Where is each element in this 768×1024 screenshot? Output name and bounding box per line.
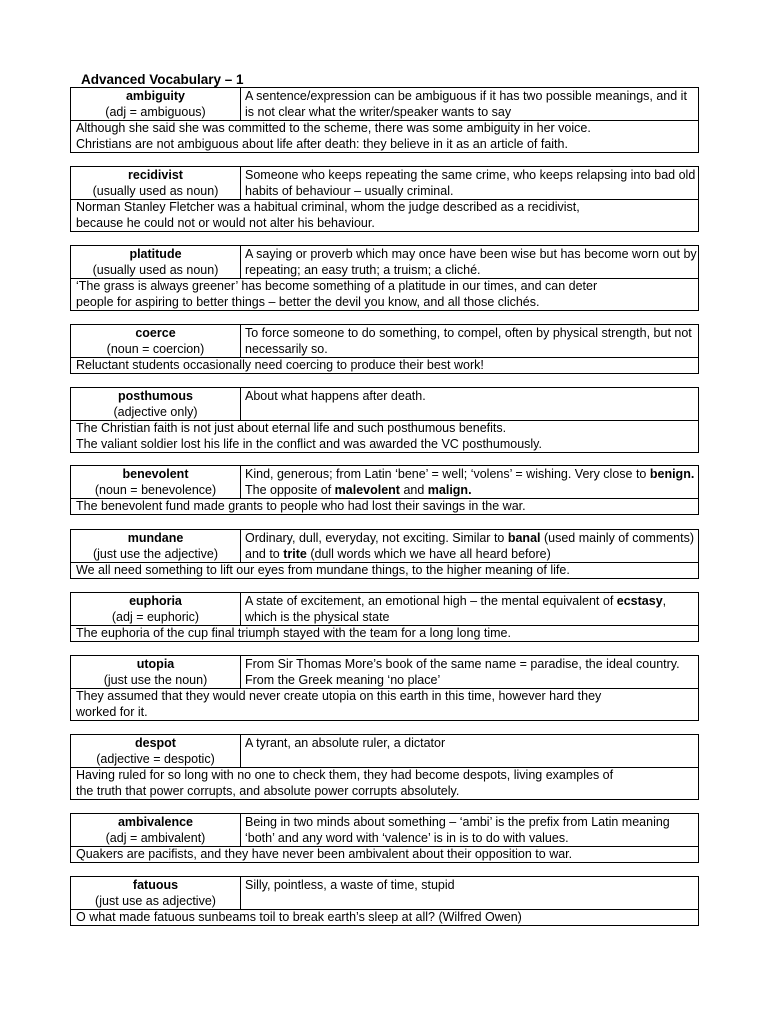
vocab-word: benevolent (122, 467, 189, 481)
vocab-note: (usually used as noun) (92, 183, 219, 198)
vocab-examples (71, 421, 698, 452)
vocab-word: mundane (127, 531, 184, 545)
vocab-word: recidivist (128, 168, 183, 182)
vocab-word-cell (71, 814, 241, 846)
vocab-note: (noun = benevolence) (94, 482, 217, 497)
vocab-example: the truth that power corrupts, and absolute power corrupts absolutely. (76, 783, 460, 798)
vocab-examples (71, 910, 698, 925)
definition-text: A state of excitement, an emotional high – the mental equivalent of (245, 594, 617, 608)
vocab-word-cell (71, 167, 241, 199)
vocab-note: (adjective only) (113, 404, 198, 419)
vocab-example: They assumed that they would never create utopia on this earth in this time, however hard they (76, 689, 602, 703)
vocab-examples (71, 626, 698, 641)
vocab-examples (71, 200, 698, 231)
vocab-definition: Someone who keeps repeating the same crime, who keeps relapsing into bad old habits of behaviour – usually criminal. (245, 168, 696, 198)
vocab-word-cell (71, 246, 241, 278)
vocab-example: Norman Stanley Fletcher was a habitual criminal, whom the judge described as a recidivist, (76, 200, 580, 214)
vocab-example: because he could not or would not alter his behaviour. (76, 215, 375, 230)
vocab-note: (adj = euphoric) (111, 609, 200, 624)
vocab-example: Christians are not ambiguous about life after death: they believe in it as an article of faith. (76, 136, 568, 151)
definition-keyword: benign. (649, 467, 695, 481)
vocab-examples (71, 279, 698, 310)
vocab-example: The Christian faith is not just about eternal life and such posthumous benefits. (76, 421, 507, 435)
vocab-definition (241, 530, 698, 562)
vocab-word: ambiguity (125, 89, 186, 103)
vocab-definition: Silly, pointless, a waste of time, stupid (245, 878, 455, 892)
definition-keyword: malign. (427, 482, 472, 497)
vocab-definition: Being in two minds about something – ‘ambi’ is the prefix from Latin meaning ‘both’ and any word with ‘valence’ is in is to do with values. (245, 815, 670, 845)
definition-text: Kind, generous; from Latin ‘bene’ = well; ‘volens’ = wishing. Very close to (245, 467, 650, 481)
vocab-note: (usually used as noun) (92, 262, 219, 277)
vocab-word: despot (135, 736, 176, 750)
vocab-entry-benevolent (70, 465, 699, 515)
vocab-examples (71, 121, 698, 152)
vocab-entry-utopia (70, 655, 699, 721)
vocab-word: euphoria (129, 594, 182, 608)
vocab-definition (241, 593, 698, 625)
vocab-entry-mundane (70, 529, 699, 579)
vocab-example: The benevolent fund made grants to people who had lost their savings in the war. (76, 499, 526, 513)
vocab-entry-coerce (70, 324, 699, 374)
definition-text: (dull words which we have all heard before) (306, 546, 551, 561)
vocab-word: coerce (135, 326, 176, 340)
vocab-entry-ambiguity (70, 87, 699, 153)
vocab-note: (just use the adjective) (92, 546, 219, 561)
vocab-examples (71, 768, 698, 799)
vocab-word-cell (71, 877, 241, 909)
vocab-word: fatuous (132, 878, 179, 892)
definition-keyword: malevolent (334, 482, 400, 497)
definition-text: , which is the physical state (245, 594, 667, 624)
vocab-examples (71, 358, 698, 373)
vocab-entry-despot (70, 734, 699, 800)
vocab-example: worked for it. (76, 704, 148, 719)
vocab-example: We all need something to lift our eyes from mundane things, to the higher meaning of life. (76, 563, 570, 577)
vocab-example: The euphoria of the cup final triumph stayed with the team for a long long time. (76, 626, 511, 640)
vocab-example: Having ruled for so long with no one to check them, they had become despots, living examples of (76, 768, 614, 782)
vocab-note: (adj = ambiguous) (105, 104, 206, 119)
page-title: Advanced Vocabulary – 1 (81, 72, 244, 87)
vocab-word: platitude (129, 247, 182, 261)
definition-text: (used mainly of comments) and to (245, 531, 695, 561)
vocab-example: Although she said she was committed to the scheme, there was some ambiguity in her voice. (76, 121, 591, 135)
vocab-example: Reluctant students occasionally need coercing to produce their best work! (76, 358, 484, 372)
vocab-word-cell (71, 593, 241, 625)
vocab-entry-recidivist (70, 166, 699, 232)
vocab-example: Quakers are pacifists, and they have never been ambivalent about their opposition to war. (76, 847, 573, 861)
vocab-definition: A saying or proverb which may once have been wise but has become worn out by repeating; an easy truth; a truism; a cliché. (245, 247, 697, 277)
vocab-example: people for aspiring to better things – better the devil you know, and all those clichés. (76, 294, 540, 309)
vocab-entry-euphoria (70, 592, 699, 642)
vocab-examples (71, 499, 698, 514)
vocab-note: (adj = ambivalent) (105, 830, 206, 845)
vocab-word: utopia (136, 657, 175, 671)
definition-text: The opposite of (245, 482, 335, 497)
vocab-word-cell (71, 388, 241, 420)
vocab-entry-ambivalence (70, 813, 699, 863)
vocab-note: (just use the noun) (103, 672, 208, 687)
vocab-definition: From Sir Thomas More’s book of the same name = paradise, the ideal country. From the Greek meaning ‘no place’ (245, 657, 680, 687)
vocab-definition: About what happens after death. (245, 389, 426, 403)
vocab-examples (71, 689, 698, 720)
vocab-note: (noun = coercion) (106, 341, 205, 356)
vocab-entry-fatuous (70, 876, 699, 926)
vocab-word-cell (71, 88, 241, 120)
vocab-word-cell (71, 656, 241, 688)
vocab-examples (71, 847, 698, 862)
vocab-definition: To force someone to do something, to compel, often by physical strength, but not necessarily so. (245, 326, 692, 356)
definition-text: Ordinary, dull, everyday, not exciting. Similar to (245, 531, 508, 545)
vocab-note: (just use as adjective) (95, 893, 216, 908)
vocab-entry-posthumous (70, 387, 699, 453)
vocab-word-cell (71, 325, 241, 357)
vocab-word-cell (71, 466, 241, 498)
vocab-example: ‘The grass is always greener’ has become something of a platitude in our times, and can deter (76, 279, 598, 293)
vocab-examples (71, 563, 698, 578)
definition-keyword: ecstasy (616, 594, 663, 608)
definition-keyword: banal (507, 531, 541, 545)
vocab-definition: A sentence/expression can be ambiguous if it has two possible meanings, and it is not clear what the writer/speaker wants to say (245, 89, 687, 119)
definition-text: and (399, 482, 428, 497)
vocab-word-cell (71, 530, 241, 562)
vocab-definition: A tyrant, an absolute ruler, a dictator (245, 736, 446, 750)
vocab-example: O what made fatuous sunbeams toil to break earth’s sleep at all? (Wilfred Owen) (76, 910, 522, 924)
definition-keyword: trite (283, 546, 307, 561)
vocab-word: ambivalence (117, 815, 194, 829)
vocab-note: (adjective = despotic) (96, 751, 215, 766)
vocab-definition (241, 466, 698, 498)
vocab-word: posthumous (118, 389, 193, 403)
vocab-word-cell (71, 735, 241, 767)
vocab-example: The valiant soldier lost his life in the conflict and was awarded the VC posthumously. (76, 436, 542, 451)
vocab-entry-platitude (70, 245, 699, 311)
